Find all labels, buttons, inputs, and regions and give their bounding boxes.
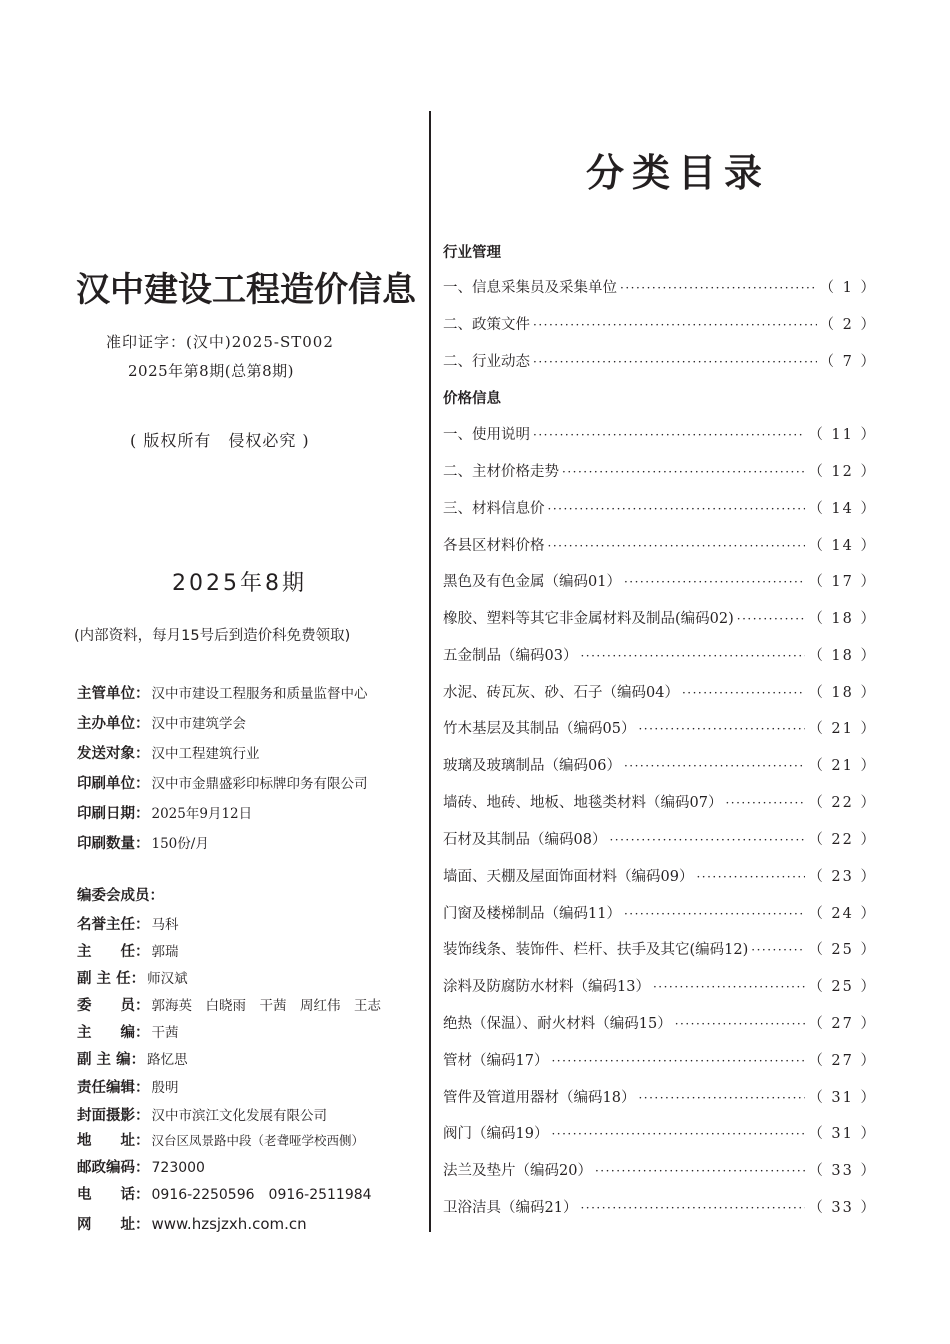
toc-entry-label: 绝热（保温）、耐火材料（编码15） [443, 1016, 672, 1032]
toc-entry[interactable] [443, 938, 877, 958]
toc-page-number: （ 18 ） [808, 648, 877, 664]
toc-entry-label: 三、材料信息价 [443, 501, 545, 517]
leader-dots [675, 1017, 806, 1031]
committee-name: 殷明 [151, 1080, 179, 1096]
toc-page-number: （ 22 ） [808, 832, 877, 848]
committee-row [77, 994, 381, 1015]
toc-page-number: （ 11 ） [808, 427, 877, 443]
committee-heading: 编委会成员： [77, 888, 164, 904]
toc-entry-label: 门窗及楼梯制品（编码11） [443, 906, 621, 922]
toc-entry-label: 一、信息采集员及采集单位 [443, 280, 617, 296]
leader-dots [653, 980, 805, 994]
committee-role: 副 主 编： [77, 1052, 146, 1068]
committee-role: 封面摄影： [77, 1108, 150, 1124]
leader-dots [737, 612, 806, 626]
toc-entry[interactable] [443, 423, 877, 443]
info-row-printer [77, 772, 368, 793]
issue-number: 2025年第8期(总第8期) [128, 362, 294, 380]
committee-role: 电 话： [77, 1187, 150, 1203]
leader-dots [682, 686, 805, 700]
toc-entry-label: 二、主材价格走势 [443, 464, 559, 480]
committee-name: 郭海英 白晓雨 干茜 周红伟 王志 [151, 998, 381, 1014]
info-label: 主办单位： [77, 716, 150, 732]
toc-page-number: （ 21 ） [808, 758, 877, 774]
info-value: 汉中市金鼎盛彩印标牌印务有限公司 [151, 776, 368, 792]
toc-entry[interactable] [443, 1196, 877, 1216]
toc-page-number: （ 25 ） [808, 942, 877, 958]
leader-dots [548, 539, 806, 553]
info-value: 2025年9月12日 [151, 806, 253, 822]
info-label: 印刷日期： [77, 806, 150, 822]
toc-page-number: （ 27 ） [808, 1016, 877, 1032]
toc-page-number: （ 14 ） [808, 538, 877, 554]
info-row-audience [77, 742, 260, 763]
toc-entry[interactable] [443, 681, 877, 701]
info-row-sponsor [77, 712, 246, 733]
toc-page-number: （ 12 ） [808, 464, 877, 480]
section-heading-price-info: 价格信息 [443, 391, 501, 407]
committee-row-phone [77, 1183, 372, 1204]
toc-page-number: （ 2 ） [819, 317, 877, 333]
committee-row [77, 1104, 327, 1125]
toc-entry[interactable] [443, 570, 877, 590]
committee-role: 主 任： [77, 944, 150, 960]
committee-role: 委 员： [77, 998, 150, 1014]
toc-entry[interactable] [443, 902, 877, 922]
committee-role: 责任编辑： [77, 1080, 150, 1096]
toc-entry-label: 玻璃及玻璃制品（编码06） [443, 758, 621, 774]
info-label: 主管单位： [77, 686, 150, 702]
toc-entry-label: 石材及其制品（编码08） [443, 832, 607, 848]
committee-role: 名誉主任： [77, 917, 150, 933]
info-row-print-quantity [77, 832, 209, 853]
toc-page-number: （ 21 ） [808, 721, 877, 737]
info-row-print-date [77, 802, 252, 823]
postcode-value: 723000 [151, 1160, 205, 1176]
toc-entry-label: 橡胶、塑料等其它非金属材料及制品(编码02) [443, 611, 734, 627]
committee-name: 汉中市滨江文化发展有限公司 [151, 1108, 327, 1124]
leader-dots [580, 649, 805, 663]
toc-entry-label: 法兰及垫片（编码20） [443, 1163, 592, 1179]
toc-entry-label: 五金制品（编码03） [443, 648, 578, 664]
address-value: 汉台区凤景路中段（老聋哑学校西侧） [151, 1133, 365, 1148]
leader-dots [620, 281, 817, 295]
toc-page-number: （ 22 ） [808, 795, 877, 811]
toc-entry[interactable] [443, 865, 877, 885]
toc-entry[interactable] [443, 717, 877, 737]
section-heading-industry-management: 行业管理 [443, 245, 501, 261]
toc-entry-label: 二、政策文件 [443, 317, 530, 333]
leader-dots [580, 1201, 805, 1215]
leader-dots [751, 943, 805, 957]
leader-dots [624, 907, 805, 921]
committee-role: 邮政编码： [77, 1160, 150, 1176]
toc-page-number: （ 25 ） [808, 979, 877, 995]
leader-dots [624, 759, 805, 773]
info-label: 发送对象： [77, 746, 150, 762]
toc-entry[interactable] [443, 313, 877, 333]
toc-entry-label: 管材（编码17） [443, 1053, 549, 1069]
info-label: 印刷单位： [77, 776, 150, 792]
toc-page-number: （ 33 ） [808, 1200, 877, 1216]
committee-name: 路忆思 [147, 1052, 188, 1068]
leader-dots [725, 796, 805, 810]
toc-entry[interactable] [443, 754, 877, 774]
info-value: 汉中工程建筑行业 [151, 746, 260, 762]
toc-entry[interactable] [443, 350, 877, 370]
toc-page-number: （ 14 ） [808, 501, 877, 517]
leader-dots [551, 1054, 805, 1068]
toc-entry[interactable] [443, 1049, 877, 1069]
toc-entry[interactable] [443, 276, 877, 296]
toc-entry-label: 卫浴洁具（编码21） [443, 1200, 578, 1216]
toc-entry-label: 涂料及防腐防水材料（编码13） [443, 979, 650, 995]
toc-entry[interactable] [443, 828, 877, 848]
leader-dots [624, 575, 805, 589]
toc-page-number: （ 24 ） [808, 906, 877, 922]
committee-name: 郭瑞 [151, 944, 179, 960]
info-row-supervisor [77, 682, 368, 703]
leader-dots [548, 502, 806, 516]
toc-page-number: （ 23 ） [808, 869, 877, 885]
committee-name: 师汉斌 [147, 971, 188, 987]
committee-role: 主 编： [77, 1025, 150, 1041]
leader-dots [595, 1164, 805, 1178]
toc-entry[interactable] [443, 1086, 877, 1106]
info-value: 汉中市建筑学会 [151, 716, 246, 732]
leader-dots [551, 1127, 805, 1141]
committee-row-website [77, 1213, 307, 1234]
toc-entry[interactable] [443, 644, 877, 664]
toc-entry-label: 各县区材料价格 [443, 538, 545, 554]
committee-row [77, 940, 179, 961]
toc-entry-label: 装饰线条、装饰件、栏杆、扶手及其它(编码12) [443, 942, 749, 958]
toc-entry[interactable] [443, 1122, 877, 1142]
print-permit: 准印证字：(汉中)2025-ST002 [106, 333, 334, 351]
info-value: 150份/月 [151, 836, 209, 852]
committee-row [77, 1048, 188, 1069]
leader-dots [533, 318, 817, 332]
copyright-notice: ( 版权所有 侵权必究 ) [130, 431, 310, 450]
publication-title: 汉中建设工程造价信息 [76, 270, 416, 310]
committee-row-postcode [77, 1156, 205, 1177]
toc-entry[interactable] [443, 607, 877, 627]
committee-role: 副 主 任： [77, 971, 146, 987]
committee-row [77, 967, 188, 988]
committee-name: 干茜 [151, 1025, 179, 1041]
toc-title: 分类目录 [586, 151, 771, 195]
toc-entry[interactable] [443, 497, 877, 517]
leader-dots [638, 722, 805, 736]
toc-entry[interactable] [443, 975, 877, 995]
committee-row [77, 1021, 179, 1042]
leader-dots [562, 465, 805, 479]
toc-entry-label: 竹木基层及其制品（编码05） [443, 721, 636, 737]
column-divider [429, 111, 431, 1232]
toc-entry-label: 二、行业动态 [443, 354, 530, 370]
toc-page-number: （ 17 ） [808, 574, 877, 590]
leader-dots [696, 870, 805, 884]
leader-dots [609, 833, 805, 847]
toc-entry-label: 黑色及有色金属（编码01） [443, 574, 621, 590]
toc-entry[interactable] [443, 534, 877, 554]
toc-entry-label: 一、使用说明 [443, 427, 530, 443]
leader-dots [638, 1091, 805, 1105]
toc-entry-label: 阀门（编码19） [443, 1126, 549, 1142]
toc-page-number: （ 33 ） [808, 1163, 877, 1179]
toc-page-number: （ 18 ） [808, 685, 877, 701]
toc-entry-label: 水泥、砖瓦灰、砂、石子（编码04） [443, 685, 679, 701]
toc-page-number: （ 31 ） [808, 1126, 877, 1142]
issue-heading: 2025年8期 [172, 571, 307, 596]
toc-page-number: （ 7 ） [819, 354, 877, 370]
toc-page-number: （ 31 ） [808, 1090, 877, 1106]
committee-role: 网 址： [77, 1217, 150, 1233]
toc-entry[interactable] [443, 1159, 877, 1179]
toc-page-number: （ 1 ） [819, 280, 877, 296]
distribution-notice: (内部资料，每月15号后到造价科免费领取) [74, 628, 351, 644]
committee-row [77, 913, 179, 934]
committee-row-address [77, 1129, 364, 1150]
leader-dots [533, 428, 805, 442]
toc-entry-label: 墙砖、地砖、地板、地毯类材料（编码07） [443, 795, 723, 811]
toc-entry[interactable] [443, 791, 877, 811]
committee-role: 地 址： [77, 1133, 150, 1149]
phone-value: 0916-2250596 0916-2511984 [151, 1187, 372, 1203]
committee-name: 马科 [151, 917, 179, 933]
leader-dots [533, 355, 817, 369]
info-label: 印刷数量： [77, 836, 150, 852]
toc-entry[interactable] [443, 460, 877, 480]
toc-entry[interactable] [443, 1012, 877, 1032]
toc-entry-label: 管件及管道用器材（编码18） [443, 1090, 636, 1106]
toc-page-number: （ 18 ） [808, 611, 877, 627]
toc-entry-label: 墙面、天棚及屋面饰面材料（编码09） [443, 869, 694, 885]
committee-row [77, 1076, 179, 1097]
info-value: 汉中市建设工程服务和质量监督中心 [151, 686, 368, 702]
toc-page-number: （ 27 ） [808, 1053, 877, 1069]
website-link[interactable]: www.hzsjzxh.com.cn [151, 1215, 307, 1233]
